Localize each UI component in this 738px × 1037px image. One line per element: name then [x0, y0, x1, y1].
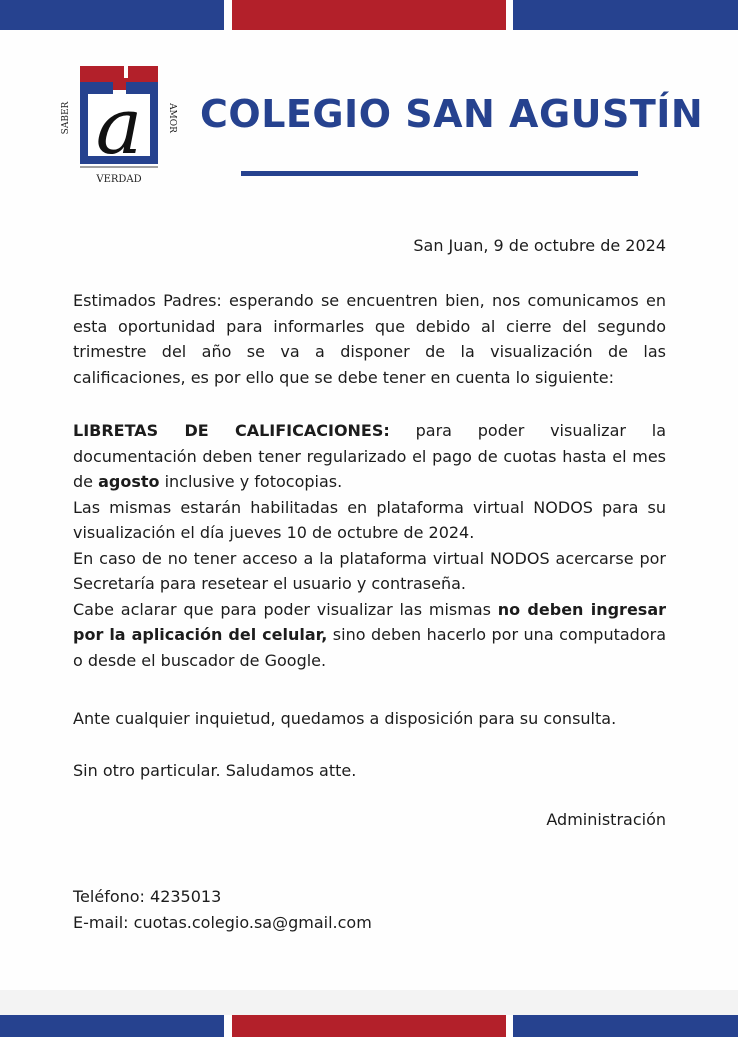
bottom-stripe-right	[513, 1015, 738, 1037]
crest-word-left: SABER	[61, 101, 71, 135]
libretas-availability: Las mismas estarán habilitadas en plataforma virtual NODOS para su visualización el día jueves 10 de octubre de 2024.	[73, 497, 666, 542]
school-title: COLEGIO SAN AGUSTÍN	[200, 92, 704, 136]
closing-inquiry: Ante cualquier inquietud, quedamos a disposición para su consulta.	[73, 709, 617, 728]
intro-paragraph: Estimados Padres: esperando se encuentren bien, nos comunicamos en esta oportunidad para informarles que debido al cierre del segundo trimestre del año se va a disponer de la visualización de las calificaciones, es por ello que se debe tener en cuenta lo siguiente:	[73, 291, 666, 387]
school-crest-logo	[58, 64, 186, 190]
libretas-month: agosto	[98, 472, 160, 491]
libretas-note	[73, 597, 666, 674]
libretas-paragraph	[73, 418, 666, 495]
signature: Administración	[546, 810, 666, 829]
bottom-stripe-left	[0, 1015, 224, 1037]
libretas-access: En caso de no tener acceso a la plataforma virtual NODOS acercarse por Secretaría para resetear el usuario y contraseña.	[73, 548, 666, 593]
crest-word-bottom: VERDAD	[96, 174, 142, 185]
libretas-note-bold: no deben ingresar por la aplicación del celular,	[73, 599, 667, 644]
libretas-section	[73, 418, 666, 673]
top-stripe-left	[0, 0, 224, 30]
contact-email: E-mail: cuotas.colegio.sa@gmail.com	[73, 913, 372, 932]
libretas-note-a: Cabe aclarar que para poder visualizar las mismas	[73, 599, 498, 619]
libretas-note-b: sino deben hacerlo por una computadora o desde el buscador de Google.	[73, 625, 667, 670]
bottom-stripe-center	[232, 1015, 506, 1037]
libretas-text-1: para poder visualizar la documentación deben tener regularizado el pago de cuotas hasta el mes de	[73, 421, 667, 491]
libretas-text-2: inclusive y fotocopias.	[159, 472, 343, 491]
crest-letter: a	[95, 82, 143, 172]
crest-word-right: AMOR	[167, 103, 177, 133]
libretas-heading: LIBRETAS DE CALIFICACIONES:	[73, 421, 390, 440]
contact-phone: Teléfono: 4235013	[73, 887, 222, 906]
colegio-san-agustin-crest-icon	[58, 64, 186, 190]
bottom-shadow	[0, 990, 738, 1015]
top-stripe-right	[513, 0, 738, 30]
top-stripe-center	[232, 0, 506, 30]
closing-greeting: Sin otro particular. Saludamos atte.	[73, 761, 357, 780]
title-underline	[241, 171, 638, 176]
letter-date: San Juan, 9 de octubre de 2024	[413, 236, 666, 255]
